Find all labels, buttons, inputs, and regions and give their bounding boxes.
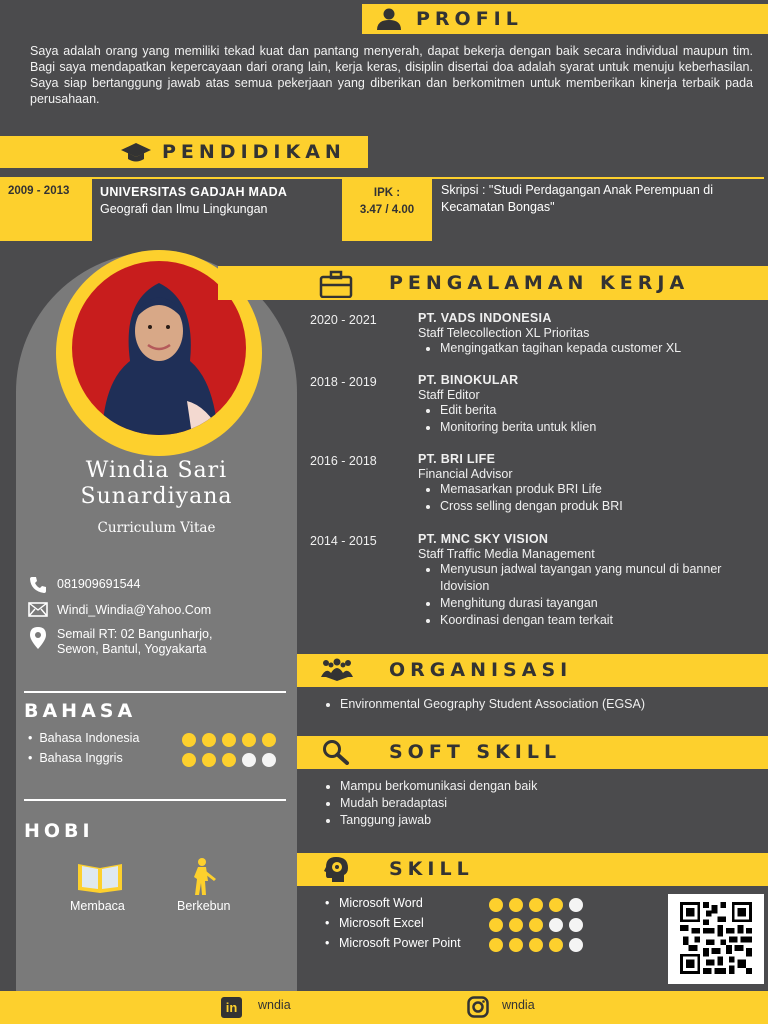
softskill-item: • Mampu berkomunikasi dengan baik: [340, 778, 760, 795]
level-dot: [569, 898, 583, 912]
level-dot: [489, 938, 503, 952]
level-dot: [549, 898, 563, 912]
education-years-cell: [0, 179, 92, 241]
level-dot: [509, 918, 523, 932]
organization-list: [340, 696, 760, 713]
phone-number[interactable]: 081909691544: [57, 577, 141, 591]
job-company: PT. BINOKULAR: [418, 373, 519, 387]
job-task-list: [440, 561, 748, 629]
address-line1: Semail RT: 02 Bangunharjo,: [57, 627, 213, 641]
job-task-list: [440, 402, 748, 436]
graduation-cap-icon: [120, 140, 152, 169]
gpa-label: IPK :: [373, 187, 401, 199]
qr-code[interactable]: [668, 894, 764, 984]
people-group-icon: [320, 657, 354, 686]
skill-name: Microsoft Power Point: [339, 936, 461, 950]
job-role: Staff Telecollection XL Prioritas: [418, 326, 590, 340]
footer-bar: [0, 991, 768, 1024]
level-dot: [222, 753, 236, 767]
softskill-item: • Mudah beradaptasi: [340, 795, 760, 812]
level-dot: [549, 938, 563, 952]
job-task-list: [440, 481, 748, 515]
job-years: 2014 - 2015: [310, 534, 377, 548]
job-body: [418, 311, 748, 357]
language-name: • Bahasa Indonesia: [28, 731, 140, 745]
linkedin-handle[interactable]: wndia: [258, 998, 291, 1012]
briefcase-icon: [319, 270, 353, 303]
email-icon: [28, 602, 48, 622]
job-years: 2020 - 2021: [310, 313, 377, 327]
skill-title: SKILL: [389, 858, 474, 880]
job-years: 2016 - 2018: [310, 454, 377, 468]
language-level: [182, 732, 282, 747]
job-body: [418, 373, 748, 436]
job-task-list: [440, 340, 748, 357]
job-role: Financial Advisor: [418, 467, 513, 481]
level-dot: [262, 753, 276, 767]
person-icon: [375, 8, 403, 35]
skill-name: Microsoft Word: [339, 896, 423, 910]
organization-item: • Environmental Geography Student Association (EGSA): [340, 696, 760, 713]
hobby-reading: Membaca: [70, 899, 125, 913]
hobby-title: HOBI: [24, 820, 94, 842]
job-company: PT. BRI LIFE: [418, 452, 496, 466]
level-dot: [509, 898, 523, 912]
hobby-gardening: Berkebun: [177, 899, 231, 913]
email-address[interactable]: Windi_Windia@Yahoo.Com: [57, 603, 212, 617]
level-dot: [529, 918, 543, 932]
job-body: [418, 532, 748, 629]
language-label: Bahasa Inggris: [39, 751, 123, 765]
profile-title: PROFIL: [416, 8, 523, 30]
magnifier-icon: [322, 739, 350, 770]
book-icon: [76, 860, 124, 899]
level-dot: [202, 753, 216, 767]
level-dot: [509, 938, 523, 952]
level-dot: [489, 918, 503, 932]
skill-level: [489, 937, 589, 952]
education-title: PENDIDIKAN: [162, 141, 346, 163]
level-dot: [202, 733, 216, 747]
person-name-line2: Sunardiyana: [80, 484, 233, 509]
language-level: [182, 752, 282, 767]
divider: [24, 691, 286, 693]
language-label: Bahasa Indonesia: [39, 731, 140, 745]
job-task: • Menghitung durasi tayangan: [440, 595, 748, 612]
education-school: UNIVERSITAS GADJAH MADA: [100, 185, 288, 199]
skill-bullet: •: [325, 936, 330, 950]
level-dot: [489, 898, 503, 912]
level-dot: [242, 733, 256, 747]
gardening-icon: [190, 857, 220, 902]
job-company: PT. MNC SKY VISION: [418, 532, 549, 546]
person-name-line1: Windia Sari: [85, 458, 228, 483]
level-dot: [242, 753, 256, 767]
level-dot: [569, 938, 583, 952]
job-task: • Koordinasi dengan team terkait: [440, 612, 748, 629]
linkedin-icon[interactable]: in: [221, 997, 242, 1018]
job-task: • Cross selling dengan produk BRI: [440, 498, 748, 515]
language-name: • Bahasa Inggris: [28, 751, 123, 765]
skill-header-bar: [297, 853, 768, 886]
education-thesis: Skripsi : "Studi Perdagangan Anak Perempuan di Kecamatan Bongas": [441, 183, 713, 214]
instagram-handle[interactable]: wndia: [502, 998, 535, 1012]
level-dot: [529, 938, 543, 952]
skill-bullet: •: [325, 916, 330, 930]
location-pin-icon: [30, 627, 46, 654]
job-years: 2018 - 2019: [310, 375, 377, 389]
education-years: 2009 - 2013: [8, 185, 70, 197]
softskill-title: SOFT SKILL: [389, 741, 562, 763]
education-major: Geografi dan Ilmu Lingkungan: [100, 202, 268, 216]
softskill-list: [340, 778, 760, 829]
instagram-icon[interactable]: [467, 996, 489, 1023]
level-dot: [222, 733, 236, 747]
education-gpa-cell: [342, 179, 432, 241]
head-gear-icon: [322, 855, 350, 888]
cv-subtitle: Curriculum Vitae: [97, 520, 216, 536]
divider: [24, 799, 286, 801]
skill-name: Microsoft Excel: [339, 916, 424, 930]
job-task: • Menyusun jadwal tayangan yang muncul di banner Idovision: [440, 561, 748, 595]
job-company: PT. VADS INDONESIA: [418, 311, 552, 325]
job-task: • Edit berita: [440, 402, 748, 419]
softskill-item: • Tanggung jawab: [340, 812, 760, 829]
gpa-value: 3.47 / 4.00: [359, 204, 415, 216]
level-dot: [569, 918, 583, 932]
languages-title: BAHASA: [24, 700, 137, 722]
level-dot: [529, 898, 543, 912]
level-dot: [182, 733, 196, 747]
organization-title: ORGANISASI: [389, 659, 573, 681]
experience-title: PENGALAMAN KERJA: [389, 272, 690, 294]
job-body: [418, 452, 748, 515]
job-role: Staff Editor: [418, 388, 480, 402]
job-role: Staff Traffic Media Management: [418, 547, 595, 561]
skill-bullet: •: [325, 896, 330, 910]
job-task: • Monitoring berita untuk klien: [440, 419, 748, 436]
job-task: • Memasarkan produk BRI Life: [440, 481, 748, 498]
skill-level: [489, 917, 589, 932]
skill-level: [489, 897, 589, 912]
level-dot: [262, 733, 276, 747]
address-line2: Sewon, Bantul, Yogyakarta: [57, 642, 207, 656]
phone-icon: [29, 576, 47, 599]
level-dot: [182, 753, 196, 767]
level-dot: [549, 918, 563, 932]
job-task: • Mengingatkan tagihan kepada customer XL: [440, 340, 748, 357]
profile-text: Saya adalah orang yang memiliki tekad kuat dan pantang menyerah, dapat bekerja dengan baik secara individual maupun tim. Bagi saya mendapatkan kepercayaan dari orang lain, kerja keras, disiplin disertai doa adalah syarat untuk menuju keberhasilan. Saya siap bertanggung jawab atas semua pekerjaan yang diberikan dan berkomitmen untuk memberikan kinerja terbaik pada perusahaan.: [30, 44, 753, 106]
